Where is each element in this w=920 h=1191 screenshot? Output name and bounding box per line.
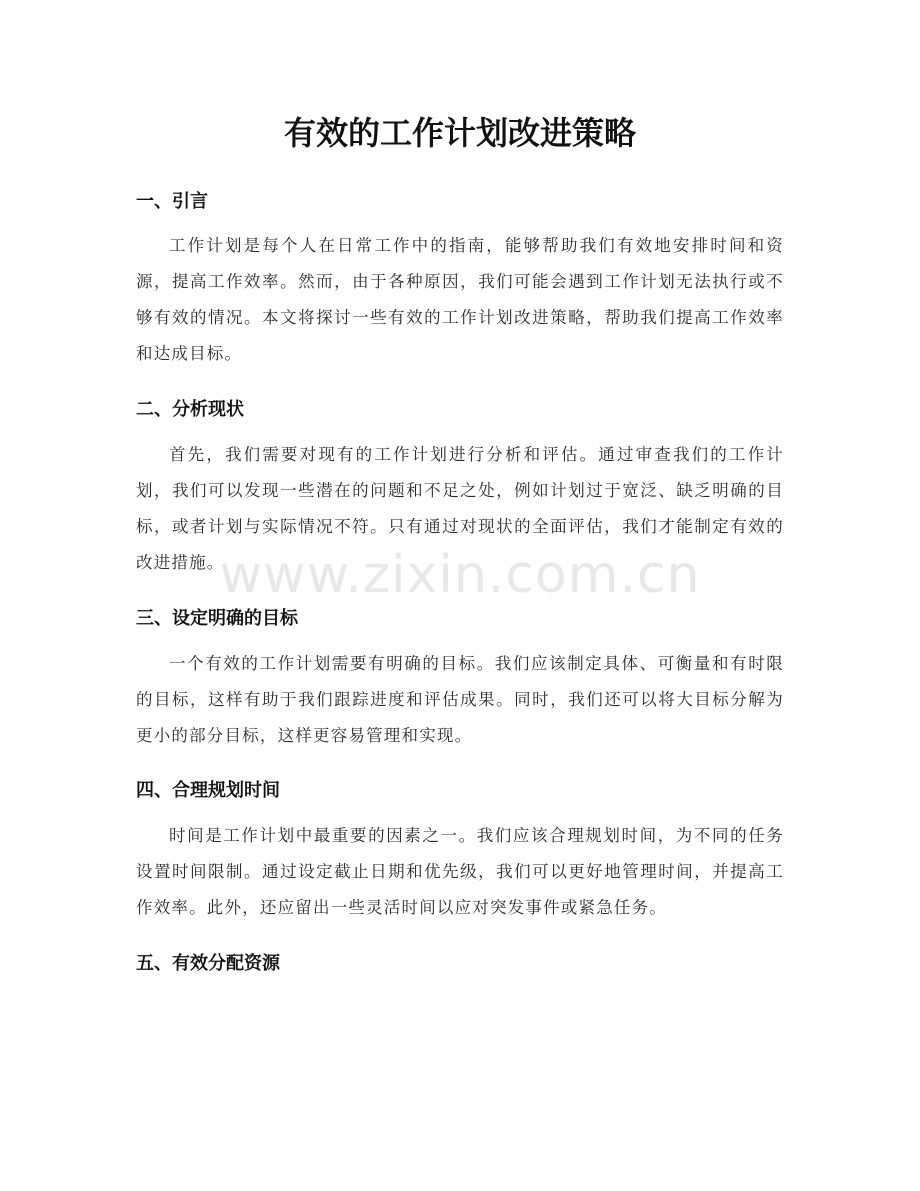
document-title: 有效的工作计划改进策略 <box>283 114 636 152</box>
section-body-goals: 一个有效的工作计划需要有明确的目标。我们应该制定具体、可衡量和有时限的目标，这样有助于我们跟踪进度和评估成果。同时，我们还可以将大目标分解为更小的部分目标，这样更容易管理和实现。 <box>136 654 784 745</box>
section-body-time-planning: 时间是工作计划中最重要的因素之一。我们应该合理规划时间，为不同的任务设置时间限制。通过设定截止日期和优先级，我们可以更好地管理时间，并提高工作效率。此外，还应留出一些灵活时间以应对突发事件或紧急任务。 <box>136 826 784 917</box>
watermark-text: www.zixin.com.cn <box>219 545 701 605</box>
section-heading-goals: 三、设定明确的目标 <box>136 608 298 629</box>
section-heading-time-planning: 四、合理规划时间 <box>136 780 280 801</box>
section-heading-introduction: 一、引言 <box>136 191 208 212</box>
section-body-analysis: 首先，我们需要对现有的工作计划进行分析和评估。通过审查我们的工作计划，我们可以发现一些潜在的问题和不足之处，例如计划过于宽泛、缺乏明确的目标，或者计划与实际情况不符。只有通过对现状的全面评估，我们才能制定有效的改进措施。 <box>136 445 784 572</box>
section-heading-analysis: 二、分析现状 <box>136 399 244 420</box>
section-heading-resources: 五、有效分配资源 <box>136 953 280 974</box>
section-body-introduction: 工作计划是每个人在日常工作中的指南，能够帮助我们有效地安排时间和资源，提高工作效率。然而，由于各种原因，我们可能会遇到工作计划无法执行或不够有效的情况。本文将探讨一些有效的工作计划改进策略，帮助我们提高工作效率和达成目标。 <box>136 236 784 363</box>
